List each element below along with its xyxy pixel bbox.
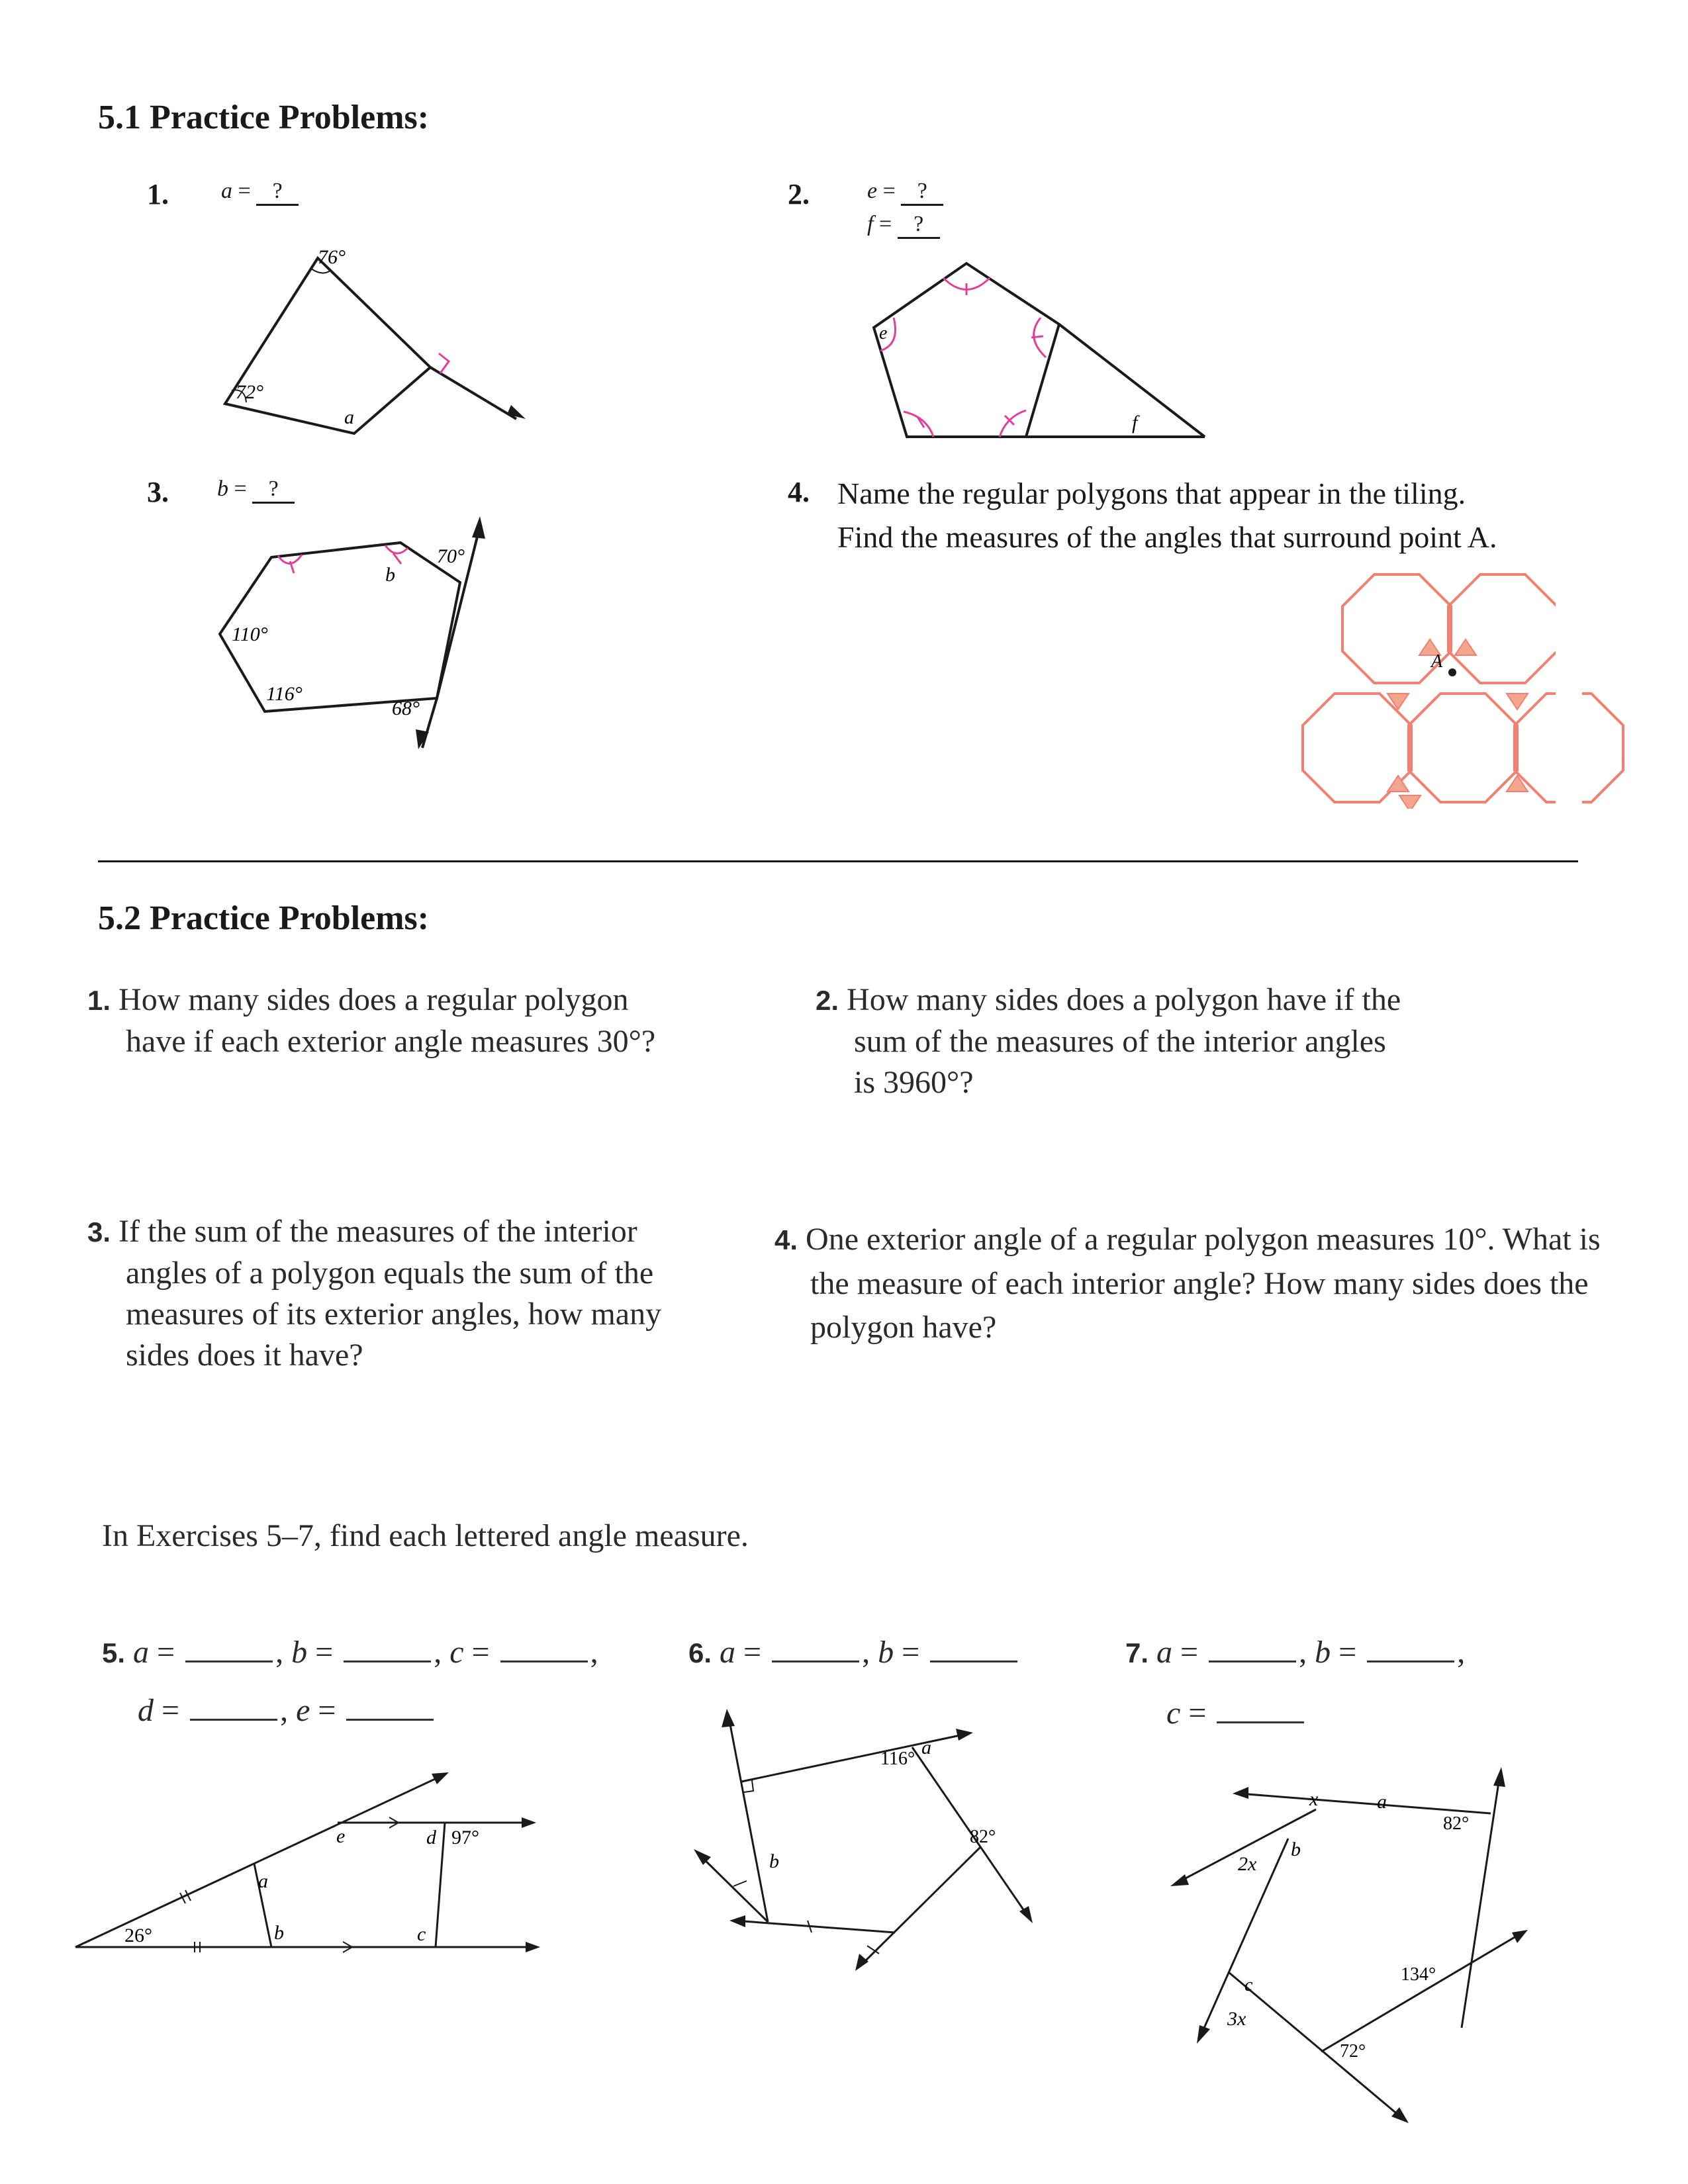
angle-97: 97° xyxy=(451,1827,479,1848)
angle-68: 68° xyxy=(392,698,420,719)
blank xyxy=(1367,1661,1454,1662)
exercise-5-number: 5. xyxy=(102,1637,126,1668)
angle-82: 82° xyxy=(970,1827,996,1847)
question-2 xyxy=(816,979,1401,1103)
letter-c: c xyxy=(417,1923,426,1945)
question-4-line-2: the measure of each interior angle? How many sides does the xyxy=(810,1266,1589,1301)
letter-e: e xyxy=(336,1825,346,1847)
exercise-5-answers-2: d = , e = xyxy=(138,1690,436,1731)
equals: = xyxy=(873,212,898,236)
question-1 xyxy=(87,979,655,1062)
problem-3-figure xyxy=(212,523,503,761)
blank xyxy=(930,1661,1017,1662)
question-4 xyxy=(774,1218,1601,1349)
question-3-line-3: measures of its exterior angles, how many xyxy=(126,1297,662,1332)
question-4-line-3: polygon have? xyxy=(810,1310,997,1345)
question-3-line-1: If the sum of the measures of the interior xyxy=(118,1214,637,1249)
question-3 xyxy=(87,1211,661,1376)
problem-2-answer-e xyxy=(867,179,943,206)
equals: = xyxy=(877,179,902,203)
question-1-line-1: How many sides does a regular polygon xyxy=(118,982,629,1017)
question-4-number: 4. xyxy=(774,1224,798,1255)
angle-134: 134° xyxy=(1401,1964,1436,1985)
exercise-5-answers: 5. a = , b = , c = , xyxy=(102,1635,598,1670)
letter-c: c xyxy=(1244,1975,1253,1995)
problem-1-answer-label xyxy=(221,179,299,206)
angle-116: 116° xyxy=(880,1749,915,1769)
problem-2-answer-f xyxy=(867,212,940,239)
question-1-line-2: have if each exterior angle measures 30°? xyxy=(126,1024,656,1059)
letter-b: b xyxy=(385,564,395,586)
label-2x: 2x xyxy=(1238,1853,1257,1875)
problem-4-number: 4. xyxy=(788,476,810,508)
problem-1-number: 1. xyxy=(147,178,169,210)
section-divider xyxy=(98,860,1578,862)
exercises-instructions: In Exercises 5–7, find each lettered angle measure. xyxy=(102,1518,749,1553)
letter-a: a xyxy=(1377,1791,1387,1813)
exercise-7-figure xyxy=(1152,1760,1575,2131)
letter-a: a xyxy=(344,406,354,428)
var-b: b xyxy=(291,1635,308,1670)
problem-4-line-2: Find the measures of the angles that surround point A. xyxy=(837,520,1497,554)
question-4-line-1: One exterior angle of a regular polygon measures 10°. What is xyxy=(806,1222,1601,1257)
var-d: d xyxy=(138,1693,154,1728)
angle-110: 110° xyxy=(232,623,268,645)
blank xyxy=(500,1661,588,1662)
blank xyxy=(772,1661,859,1662)
label-3x: 3x xyxy=(1227,2008,1246,2030)
var-e: e xyxy=(296,1693,310,1728)
answer-blank: ? xyxy=(901,179,943,206)
angle-26: 26° xyxy=(124,1925,152,1946)
letter-e: e xyxy=(879,323,888,343)
question-2-line-3: is 3960°? xyxy=(854,1065,974,1100)
answer-blank: ? xyxy=(256,179,299,206)
question-3-line-2: angles of a polygon equals the sum of the xyxy=(126,1255,654,1291)
section-5-2-title: 5.2 Practice Problems: xyxy=(98,899,430,937)
section-5-1-title: 5.1 Practice Problems: xyxy=(98,99,430,136)
blank xyxy=(344,1661,431,1662)
equals: = xyxy=(232,179,257,203)
question-2-number: 2. xyxy=(816,985,839,1016)
angle-72: 72° xyxy=(236,381,263,403)
blank xyxy=(1217,1721,1304,1723)
exercise-7-answers: 7. a = , b = , xyxy=(1125,1635,1466,1670)
exercise-7-number: 7. xyxy=(1125,1637,1149,1668)
equals: = xyxy=(228,477,253,501)
label-x: x xyxy=(1309,1788,1319,1810)
angle-76: 76° xyxy=(318,246,346,268)
tiling-figure xyxy=(1278,563,1575,821)
problem-3-answer-label xyxy=(217,477,295,504)
letter-d: d xyxy=(426,1827,436,1848)
var-a: a xyxy=(720,1635,736,1670)
letter-b: b xyxy=(274,1922,284,1944)
problem-2-figure xyxy=(861,251,1218,450)
exercise-6-figure xyxy=(688,1694,1059,1972)
var-a: a xyxy=(221,179,232,203)
var-e: e xyxy=(867,179,878,203)
blank xyxy=(346,1719,434,1721)
angle-72: 72° xyxy=(1340,2041,1366,2062)
letter-b: b xyxy=(769,1850,779,1872)
blank xyxy=(190,1719,277,1721)
question-2-line-2: sum of the measures of the interior angles xyxy=(854,1024,1386,1059)
answer-blank: ? xyxy=(898,212,940,239)
question-2-line-1: How many sides does a polygon have if the xyxy=(847,982,1401,1017)
var-c: c xyxy=(449,1635,464,1670)
angle-116: 116° xyxy=(266,683,303,705)
letter-b: b xyxy=(1291,1839,1301,1860)
exercise-5-figure xyxy=(73,1760,549,1972)
letter-f: f xyxy=(1132,412,1138,433)
var-b: b xyxy=(878,1635,894,1670)
question-3-line-4: sides does it have? xyxy=(126,1338,363,1373)
var-f: f xyxy=(867,212,874,236)
exercise-6-answers: 6. a = , b = xyxy=(688,1632,1020,1674)
problem-1-figure xyxy=(212,232,543,450)
problem-3-number: 3. xyxy=(147,476,169,508)
var-b: b xyxy=(217,477,228,501)
blank xyxy=(1209,1661,1296,1662)
letter-a: a xyxy=(921,1737,931,1758)
question-3-number: 3. xyxy=(87,1216,111,1248)
question-1-number: 1. xyxy=(87,985,111,1016)
var-c: c xyxy=(1166,1696,1181,1731)
var-b: b xyxy=(1315,1635,1331,1670)
var-a: a xyxy=(1156,1635,1173,1670)
angle-82: 82° xyxy=(1443,1813,1470,1834)
problem-4-line-1: Name the regular polygons that appear in the tiling. xyxy=(837,477,1466,510)
angle-70: 70° xyxy=(437,545,465,567)
blank xyxy=(185,1661,273,1662)
letter-a: a xyxy=(258,1870,268,1892)
exercise-6-number: 6. xyxy=(688,1637,712,1668)
exercise-7-answers-2: c = xyxy=(1166,1693,1307,1734)
answer-blank: ? xyxy=(252,477,295,504)
point-a-label: A xyxy=(1431,651,1443,672)
var-a: a xyxy=(133,1635,150,1670)
problem-2-number: 2. xyxy=(788,178,810,210)
